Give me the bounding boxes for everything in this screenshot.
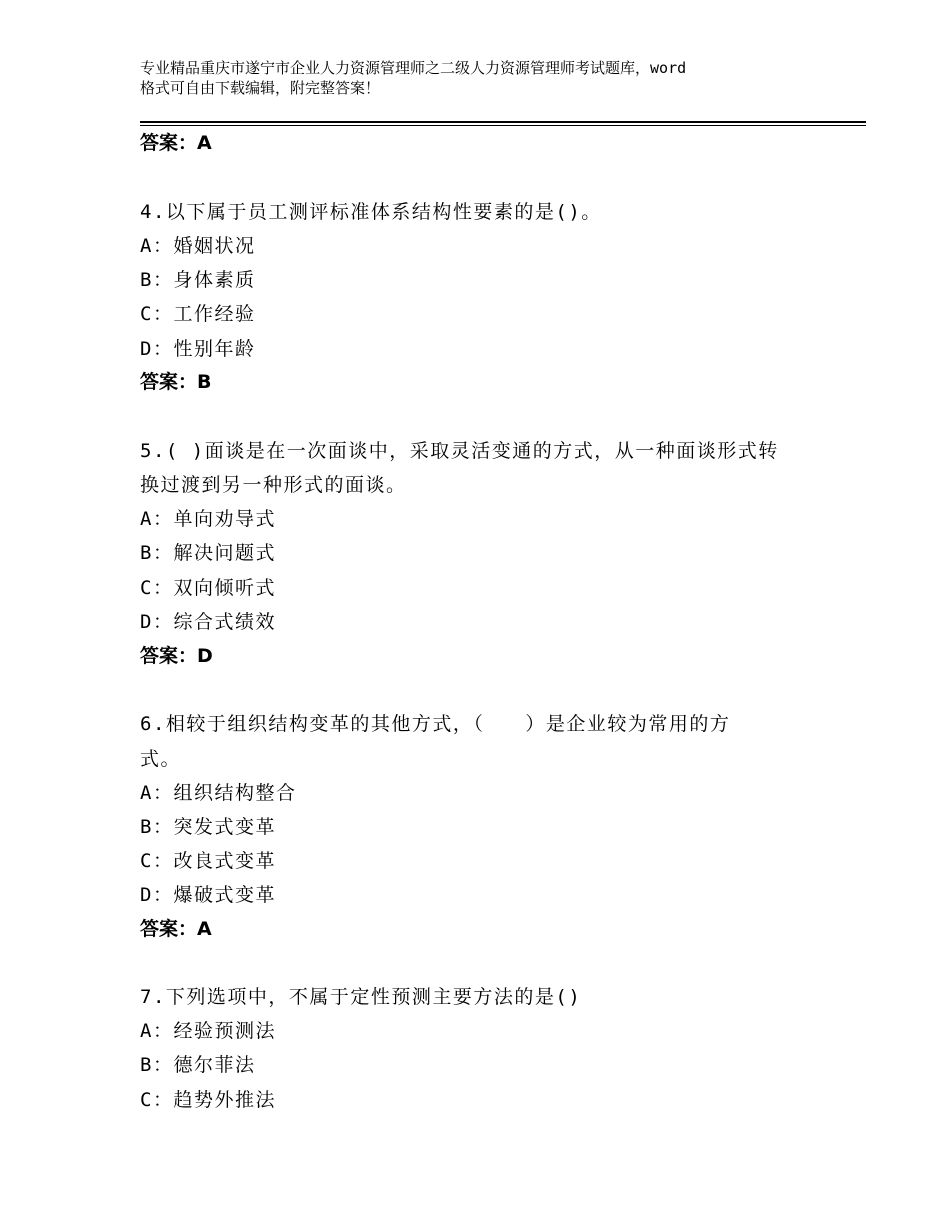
question-5-option-d: D：综合式绩效 (140, 611, 276, 633)
answer-q5: 答案：D (140, 645, 213, 667)
question-5-stem-line-1: 5.( )面谈是在一次面谈中，采取灵活变通的方式，从一种面谈形式转 (140, 440, 779, 462)
question-6-stem-line-2: 式。 (140, 748, 182, 770)
question-6-stem-line-1: 6.相较于组织结构变革的其他方式，（ ）是企业较为常用的方 (140, 713, 731, 735)
question-4-option-c: C：工作经验 (140, 303, 256, 325)
question-6-option-c: C：改良式变革 (140, 850, 276, 872)
question-5-option-b: B：解决问题式 (140, 542, 276, 564)
question-5-option-a: A：单向劝导式 (140, 508, 276, 530)
question-6-option-a: A：组织结构整合 (140, 782, 297, 804)
question-6-option-d: D：爆破式变革 (140, 884, 276, 906)
header-title-line-1: 专业精品重庆市遂宁市企业人力资源管理师之二级人力资源管理师考试题库，word (140, 59, 687, 77)
question-4-stem: 4.以下属于员工测评标准体系结构性要素的是()。 (140, 201, 602, 223)
header-divider-thick (140, 121, 866, 123)
question-5-stem-line-2: 换过渡到另一种形式的面谈。 (140, 474, 407, 496)
header-title-line-2: 格式可自由下载编辑，附完整答案！ (140, 79, 381, 97)
question-6-option-b: B：突发式变革 (140, 816, 276, 838)
question-7-option-b: B：德尔菲法 (140, 1054, 256, 1076)
question-7-option-c: C：趋势外推法 (140, 1089, 276, 1111)
question-7-stem: 7.下列选项中，不属于定性预测主要方法的是() (140, 986, 582, 1008)
question-4-option-d: D：性别年龄 (140, 338, 256, 360)
answer-q4: 答案：B (140, 371, 212, 393)
question-4-option-b: B：身体素质 (140, 269, 256, 291)
document-header (140, 58, 840, 98)
header-divider-thin (140, 125, 866, 126)
answer-q3: 答案：A (140, 132, 212, 154)
question-4-option-a: A：婚姻状况 (140, 235, 256, 257)
answer-q6: 答案：A (140, 918, 212, 940)
question-5-option-c: C：双向倾听式 (140, 577, 276, 599)
question-7-option-a: A：经验预测法 (140, 1020, 276, 1042)
